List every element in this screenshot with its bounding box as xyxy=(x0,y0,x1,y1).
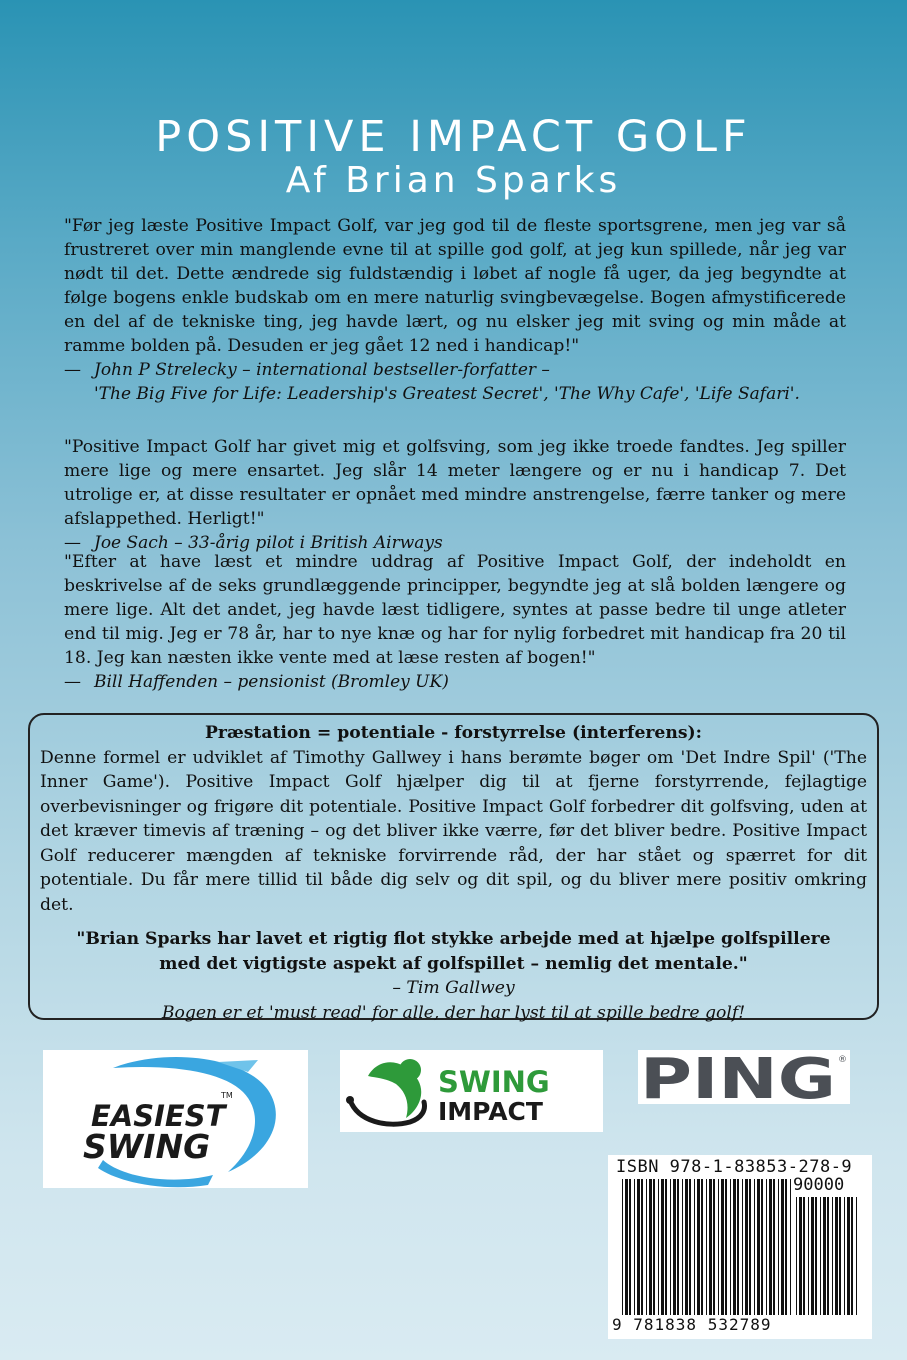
svg-text:PING: PING xyxy=(640,1050,836,1104)
ping-wordmark-icon xyxy=(638,1050,850,1104)
svg-text:SWING: SWING xyxy=(438,1065,550,1099)
golfer-swing-icon xyxy=(340,1050,603,1132)
svg-text:®: ® xyxy=(838,1055,847,1065)
quote-attribution-books: 'The Big Five for Life: Leadership's Greatest Secret', 'The Why Cafe', 'Life Safari'. xyxy=(94,384,800,404)
ean-barcode-bars xyxy=(622,1179,792,1315)
author-line: Af Brian Sparks xyxy=(285,160,622,201)
ping-logo xyxy=(638,1050,850,1104)
quote-2 xyxy=(64,435,846,555)
svg-text:IMPACT: IMPACT xyxy=(438,1097,543,1126)
quote-attribution: — Bill Haffenden – pensionist (Bromley UK) xyxy=(64,672,449,692)
easiest-swing-swoosh-icon xyxy=(43,1050,308,1188)
formula-box xyxy=(28,713,879,1023)
quote-3 xyxy=(64,550,846,694)
price-barcode-bars xyxy=(796,1197,858,1315)
swing-impact-logo xyxy=(340,1050,603,1132)
gallwey-quote-line-1: "Brian Sparks har lavet et rigtig flot stykke arbejde med at hjælpe golfspillere xyxy=(76,929,831,949)
easiest-swing-logo xyxy=(43,1050,308,1188)
quote-attribution: — Joe Sach – 33-årig pilot i British Airways xyxy=(64,533,443,553)
svg-text:TM: TM xyxy=(221,1091,233,1100)
ean-number: 9 781838 532789 xyxy=(612,1315,772,1334)
gallwey-attribution: – Tim Gallwey xyxy=(392,978,515,998)
isbn-barcode xyxy=(608,1155,872,1339)
quote-text: "Efter at have læst et mindre uddrag af Positive Impact Golf, der indeholdt en beskrivelse af de seks grundlæggende principper, begyndte jeg at slå bolden længere og mere lige. Alt det andet, jeg havde læst tidligere, syntes at passe bedre til unge atleter end til mig. Jeg er 78 år, har to nye knæ og har for nylig forbedret mit handicap fra 20 til 18. Jeg kan næsten ikke vente med at læse resten af bogen!" xyxy=(64,552,846,668)
quote-attribution: — John P Strelecky – international bestseller-forfatter – xyxy=(64,360,550,380)
svg-text:SWING: SWING xyxy=(83,1127,211,1166)
formula-heading: Præstation = potentiale - forstyrrelse (interferens): xyxy=(204,723,703,743)
book-title: POSITIVE IMPACT GOLF xyxy=(155,112,752,162)
quote-text: "Positive Impact Golf har givet mig et golfsving, som jeg ikke troede fandtes. Jeg spiller mere lige og mere ensartet. Jeg slår 14 meter længere og er nu i handicap 7. Det utrolige er, at disse resultater er opnået med mindre anstrengelse, færre tanker og mere afslappethed. Herligt!" xyxy=(64,437,846,529)
svg-text:EASIEST: EASIEST xyxy=(91,1099,226,1133)
isbn-text: ISBN 978-1-83853-278-9 xyxy=(616,1157,853,1177)
closing-line: Bogen er et 'must read' for alle, der har lyst til at spille bedre golf! xyxy=(161,1002,746,1023)
quote-1 xyxy=(64,214,846,406)
price-code: 90000 xyxy=(793,1175,845,1195)
quote-text: "Før jeg læste Positive Impact Golf, var jeg god til de fleste sportsgrene, men jeg var så frustreret over min manglende evne til at spille god golf, at jeg kun spillede, når jeg var nødt til det. Dette ændrede sig fuldstændig i løbet af nogle få uger, da jeg begyndte at følge bogens enkle budskab om en mere naturlig svingbevægelse. Bogen afmystificerede en del af de tekniske ting, jeg havde lært, og nu elsker jeg mit sving og min måde at ramme bolden på. Desuden er jeg gået 12 ned i handicap!" xyxy=(64,216,846,356)
gallwey-quote-line-2: med det vigtigste aspekt af golfspillet – nemlig det mentale." xyxy=(159,953,748,974)
formula-body: Denne formel er udviklet af Timothy Gallwey i hans berømte bøger om 'Det Indre Spil' ('The Inner Game'). Positive Impact Golf hjælper dig til at fjerne forstyrrende, fejlagtige overbevisninger og frigøre dit potentiale. Positive Impact Golf forbedrer dit golfsving, uden at det kræver timevis af træning – og det bliver ikke værre, før det bliver bedre. Positive Impact Golf reducerer mængden af tekniske forvirrende råd, der har stået og spærret for dit potentiale. Du får mere tillid til både dig selv og dit spil, og du bliver mere positiv omkring det. xyxy=(40,747,867,915)
